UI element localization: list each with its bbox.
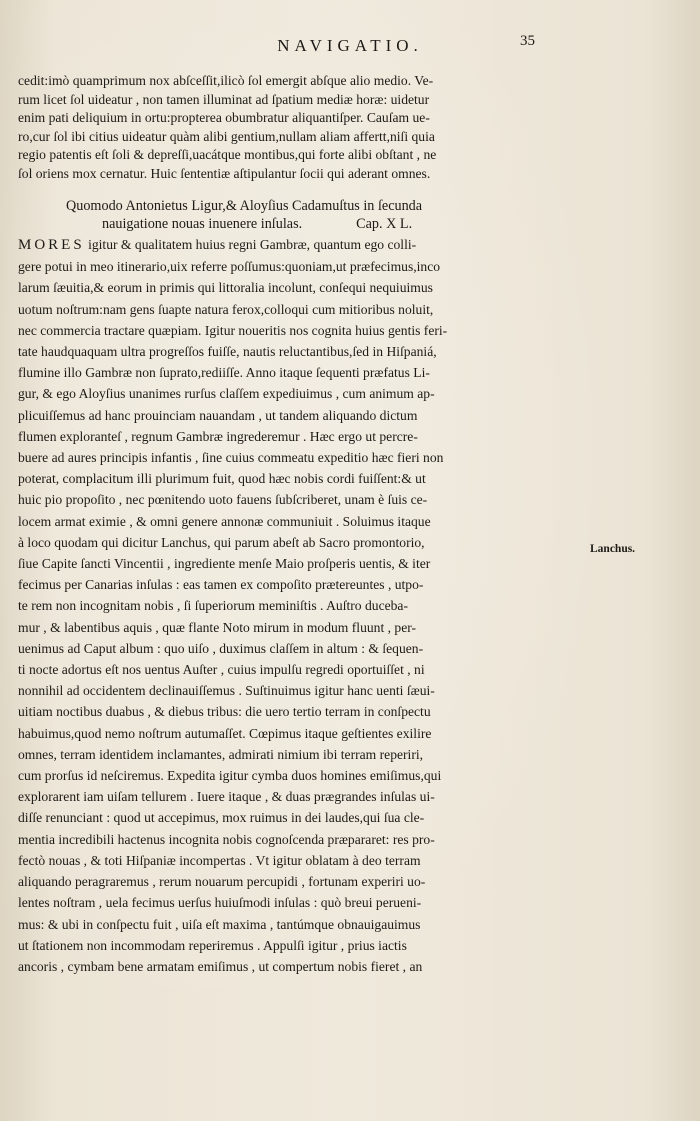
text-line: cedit:imò quamprimum nox abſceſſit,ilicò ſol emergit abſque alio medio. Ve- [18,73,434,88]
chapter-heading-text: nauigatione nouas inuenere inſulas. [102,216,303,232]
text-line [18,234,548,256]
paragraph-2 [18,234,548,977]
text-line: fectò nouas , & toti Hiſpaniæ incompertas . Vt igitur oblatam à deo terram [18,852,421,868]
text-line: fecimus per Canarias inſulas : eas tamen ex compoſito prætereuntes , utpo- [18,577,424,593]
text-line: ro,cur ſol ibi citius uideatur quàm alibi gentium,nullam aliam affertt,niſi quia [18,128,435,144]
text-line: gere potui in meo itinerario,uix referre poſſumus:quoniam,ut præfecimus,inco [18,259,441,275]
text-block [18,72,548,977]
text-line: explorarent iam uiſam tellurem . Iuere itaque , & duas prægrandes inſulas ui- [18,789,435,805]
text-line: habuimus,quod nemo noſtrum autumaſſet. Cœpimus itaque geſtientes exilire [18,725,432,741]
text-line: nonnihil ad occidentem declinauiſſemus . Suſtinuimus igitur hanc uenti ſæui- [18,683,435,699]
opening-word: MORES [18,237,85,253]
text-line: à loco quodam qui dicitur Lanchus, qui parum abeſt ab Sacro promontorio, [18,534,425,550]
text-line: gur, & ego Aloyſius unanimes rurſus claſſem expediuimus , cum animum ap- [18,386,435,402]
text-line: uitiam noctibus duabus , & diebus tribus: die uero tertio terram in conſpectu [18,704,431,720]
text-line: ſol oriens mox cernatur. Huic ſententiæ aſtipulantur ſocii qui aderant omnes. [18,165,431,181]
text-line: locem armat eximie , & omni genere annonæ communiuit . Soluimus itaque [18,513,431,529]
text-line: huic pio propoſito , nec pœnitendo uoto fauens ſubſcriberet, unam è ſuis ce- [18,492,428,508]
text-line: lentes noſtram , uela fecimus uerſus huiuſmodi inſulas : quò breui perueni- [18,895,422,911]
text-line: te rem non incognitam nobis , ſi ſuperiorum meminiſtis . Auſtro duceba- [18,598,408,614]
page-number: 35 [520,33,535,49]
text-line: uenimus ad Caput album : quo uiſo , duximus claſſem in altum : & ſequen- [18,640,424,656]
text-line: mus: & ubi in conſpectu fuit , uiſa eſt maxima , tantúmque obnauigauimus [18,916,421,932]
paragraph-1 [18,72,548,183]
text-line: aliquando peragraremus , rerum nouarum percupidi , fortunam experiri uo- [18,874,426,890]
text-line: uotum noſtrum:nam gens ſuapte natura ferox,colloqui cum mitioribus noluit, [18,301,434,317]
text-line: ti nocte adortus eſt nos uentus Auſter , cuius impulſu regredi oportuiſſet , ni [18,662,425,678]
running-title: NAVIGATIO. [277,36,423,55]
text-line: mur , & labentibus aquis , quæ flante Noto mirum in modum fluunt , per- [18,619,417,635]
text-line: mentia incredibili hactenus incognita nobis cognoſcenda præpararet: res pro- [18,831,435,847]
chapter-number: Cap. X L. [356,216,413,232]
text-line: plicuiſſemus ad hanc prouinciam nauandam , ut tandem aliquando dictum [18,407,418,423]
text-line: nec commercia tractare quæpiam. Igitur noueritis nos cognita huius gentis feri- [18,322,448,338]
text-line: regio patentis eſt ſoli & depreſſi,uacátque montibus,qui forte alibi obſtant , ne [18,147,437,162]
text-line: larum ſæuitia,& eorum in primis qui littoralia incolunt, conſequi nequiuimus [18,280,433,296]
chapter-heading-line: Quomodo Antonietus Ligur,& Aloyſius Cadamuſtus in ſecunda [66,198,423,214]
text-line: tate haudquaquam ultra progreſſos fuiſſe, nautis reluctantibus,ſed in Hiſpaniá, [18,344,437,360]
text-line: ancoris , cymbam bene armatam emiſimus , ut compertum nobis fieret , an [18,958,423,974]
margin-note: Lanchus. [590,543,636,555]
text-line: ut ſtationem non incommodam reperiremus . Appulſi igitur , prius iactis [18,937,407,953]
text-line: omnes, terram identidem inclamantes, admirati nimium ibi terram reperiri, [18,746,424,762]
text-line: ſiue Capite ſancti Vincentii , ingrediente menſe Maio proſperis uentis, & iter [18,556,431,572]
chapter-heading [18,197,548,233]
text-line: enim pati deliquium in ortu:propterea obumbratur aliquantiſper. Cauſam ue- [18,110,430,125]
text-line-rest: igitur & qualitatem huius regni Gambræ, quantum ego colli- [84,237,417,252]
text-line: poterat, complacitum illi plurimum fuit, quod hæc nobis cordi fuiſſent:& ut [18,471,426,487]
text-line: buere ad aures principis infantis , ſine cuius commeatu expeditio hæc fieri non [18,450,444,466]
text-line: diſſe renunciant : quod ut accepimus, mox ruimus in dei laudes,qui ſua cle- [18,810,425,826]
chapter-heading-line [18,215,548,233]
text-line: rum licet ſol uideatur , non tamen illuminat ad ſpatium mediæ horæ: uidetur [18,91,430,107]
text-line: flumen exploranteſ , regnum Gambræ ingrederemur . Hæc ergo ut percre- [18,428,418,444]
text-line: flumine illo Gambræ non ſuprato,rediiſſe. Anno itaque ſequenti præfatus Li- [18,365,430,381]
text-line: cum prorſus id neſciremus. Expedita igitur cymba duos homines emiſimus,qui [18,768,442,784]
